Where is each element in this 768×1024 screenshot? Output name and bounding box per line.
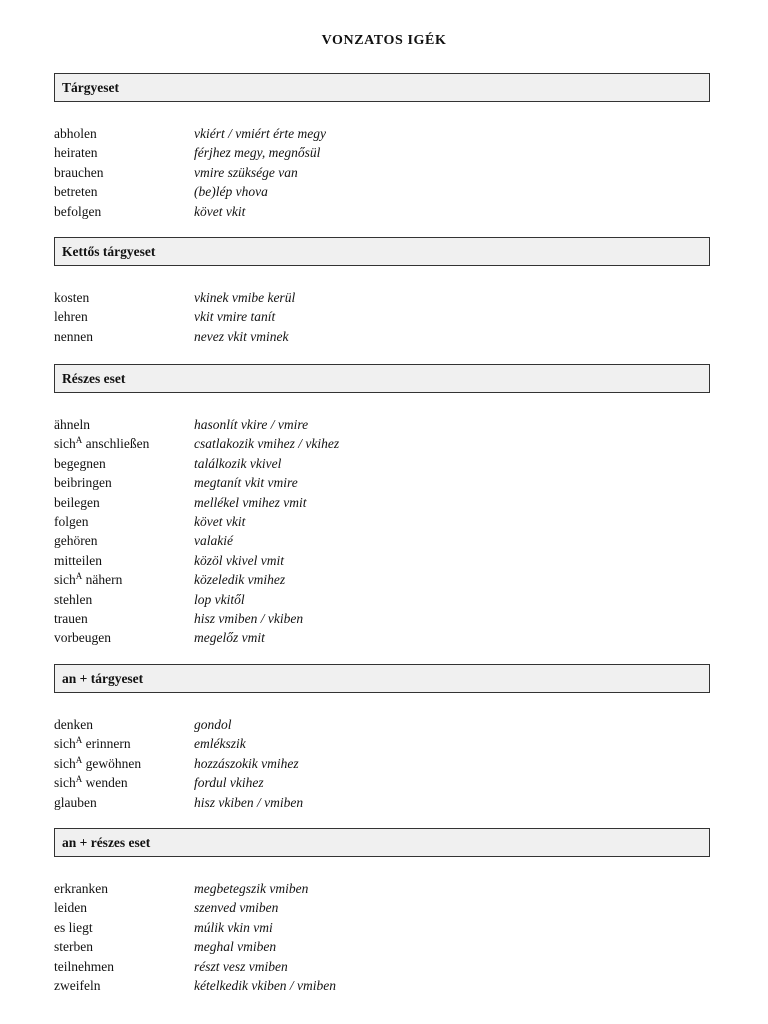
vocab-entry: [54, 202, 714, 221]
german-verb: [54, 182, 97, 201]
vocab-entry: [54, 551, 714, 570]
section-header: Részes eset: [54, 364, 710, 393]
verb-text: anschließen: [82, 436, 150, 452]
german-verb: [54, 879, 108, 898]
hungarian-meaning: közeledik vmihez: [194, 572, 286, 588]
vocab-entry: [54, 773, 714, 792]
vocab-entry: [54, 734, 714, 753]
german-verb: [54, 918, 93, 937]
hungarian-meaning: megelőz vmit: [194, 630, 265, 646]
vocab-entry: [54, 434, 714, 453]
german-verb: [54, 307, 88, 326]
verb-text: erinnern: [82, 736, 131, 752]
verb-text: teilnehmen: [54, 958, 114, 974]
hungarian-meaning: férjhez megy, megnősül: [194, 145, 321, 161]
hungarian-meaning: követ vkit: [194, 203, 246, 219]
hungarian-meaning: gondol: [194, 717, 232, 732]
verb-text: gehören: [54, 533, 98, 549]
verb-text: gewöhnen: [82, 755, 142, 771]
verb-text: begegnen: [54, 455, 106, 471]
hungarian-meaning: követ vkit: [194, 514, 246, 529]
hungarian-meaning: megbetegszik vmiben: [194, 881, 309, 896]
hungarian-meaning: múlik vkin vmi: [194, 919, 273, 935]
hungarian-meaning: nevez vkit vminek: [194, 328, 289, 344]
hungarian-meaning: (be)lép vhova: [194, 184, 268, 200]
case-marker: A: [75, 735, 83, 746]
german-verb: [54, 628, 111, 647]
german-verb: [54, 143, 97, 162]
hungarian-meaning: hozzászokik vmihez: [194, 755, 299, 771]
case-marker: A: [75, 774, 83, 785]
vocab-entry: [54, 163, 714, 182]
vocab-entry: [54, 957, 714, 976]
verb-text: denken: [54, 717, 93, 732]
hungarian-meaning: találkozik vkivel: [194, 455, 282, 471]
hungarian-meaning: vkinek vmibe kerül: [194, 290, 296, 305]
verb-text: beibringen: [54, 475, 112, 491]
verb-text: trauen: [54, 611, 88, 626]
verb-text: vorbeugen: [54, 630, 111, 646]
german-verb: [54, 473, 112, 492]
german-verb: [54, 531, 97, 550]
vocab-entry: [54, 473, 714, 492]
vocab-entry: [54, 327, 714, 346]
verb-text: lehren: [54, 309, 88, 325]
verb-text: ähneln: [54, 417, 90, 432]
verb-text: erkranken: [54, 881, 108, 896]
verb-text: sterben: [54, 939, 93, 955]
reflexive-prefix: sich: [54, 436, 76, 452]
verb-text: glauben: [54, 794, 97, 810]
vocab-entry: [54, 493, 714, 512]
case-marker: A: [75, 754, 83, 765]
german-verb: [54, 454, 106, 473]
section-header: an + részes eset: [54, 828, 710, 857]
reflexive-prefix: sich: [54, 572, 76, 588]
vocab-entry: [54, 879, 714, 898]
german-verb: [54, 976, 100, 995]
verb-text: es liegt: [54, 919, 93, 935]
hungarian-meaning: vkit vmire tanít: [194, 309, 276, 325]
hungarian-meaning: valakié: [194, 533, 233, 549]
vocab-entry: [54, 307, 714, 326]
german-verb: [54, 570, 122, 589]
hungarian-meaning: meghal vmiben: [194, 939, 277, 955]
german-verb: [54, 793, 97, 812]
vocab-entry: [54, 609, 714, 628]
german-verb: [54, 288, 89, 307]
german-verb: [54, 898, 87, 917]
hungarian-meaning: hasonlít vkire / vmire: [194, 417, 309, 432]
verb-text: nähern: [82, 572, 123, 588]
vocab-entry: [54, 937, 714, 956]
vocab-entry: [54, 288, 714, 307]
german-verb: [54, 415, 90, 434]
vocab-entry: [54, 976, 714, 995]
hungarian-meaning: vkiért / vmiért érte megy: [194, 126, 326, 141]
vocab-entry: [54, 531, 714, 550]
hungarian-meaning: szenved vmiben: [194, 900, 279, 916]
section-header: an + tárgyeset: [54, 664, 710, 693]
verb-text: mitteilen: [54, 552, 102, 568]
vocab-entry: [54, 590, 714, 609]
reflexive-prefix: sich: [54, 755, 76, 771]
verb-text: leiden: [54, 900, 87, 916]
case-marker: A: [75, 571, 83, 582]
german-verb: [54, 715, 93, 734]
vocab-entry: [54, 793, 714, 812]
hungarian-meaning: vmire szüksége van: [194, 164, 298, 180]
german-verb: [54, 434, 149, 453]
hungarian-meaning: hisz vmiben / vkiben: [194, 611, 304, 626]
vocab-entry: [54, 754, 714, 773]
german-verb: [54, 163, 103, 182]
hungarian-meaning: mellékel vmihez vmit: [194, 494, 307, 510]
verb-text: abholen: [54, 126, 97, 141]
verb-text: nennen: [54, 328, 93, 344]
vocab-entry: [54, 143, 714, 162]
hungarian-meaning: fordul vkihez: [194, 775, 264, 791]
verb-text: heiraten: [54, 145, 98, 161]
verb-text: zweifeln: [54, 978, 101, 993]
german-verb: [54, 202, 101, 221]
verb-text: beilegen: [54, 494, 100, 510]
vocab-entry: [54, 570, 714, 589]
verb-text: brauchen: [54, 164, 104, 180]
hungarian-meaning: megtanít vkit vmire: [194, 475, 298, 491]
verb-text: kosten: [54, 290, 90, 305]
verb-text: betreten: [54, 184, 98, 200]
german-verb: [54, 327, 93, 346]
verb-text: wenden: [82, 775, 128, 791]
verb-text: folgen: [54, 514, 89, 529]
german-verb: [54, 551, 102, 570]
german-verb: [54, 590, 92, 609]
german-verb: [54, 754, 141, 773]
reflexive-prefix: sich: [54, 775, 76, 791]
german-verb: [54, 937, 93, 956]
german-verb: [54, 734, 131, 753]
page-title: VONZATOS IGÉK: [321, 33, 447, 48]
german-verb: [54, 493, 100, 512]
hungarian-meaning: kételkedik vkiben / vmiben: [194, 978, 337, 993]
german-verb: [54, 124, 97, 143]
vocab-entry: [54, 628, 714, 647]
german-verb: [54, 512, 89, 531]
vocab-entry: [54, 415, 714, 434]
section-header: Kettős tárgyeset: [54, 237, 710, 266]
vocab-entry: [54, 454, 714, 473]
german-verb: [54, 609, 88, 628]
german-verb: [54, 773, 128, 792]
hungarian-meaning: hisz vkiben / vmiben: [194, 794, 304, 810]
hungarian-meaning: csatlakozik vmihez / vkihez: [194, 436, 340, 452]
verb-text: stehlen: [54, 591, 93, 607]
vocab-entry: [54, 715, 714, 734]
vocab-entry: [54, 124, 714, 143]
verb-text: befolgen: [54, 203, 102, 219]
vocab-entry: [54, 918, 714, 937]
hungarian-meaning: közöl vkivel vmit: [194, 552, 284, 568]
hungarian-meaning: lop vkitől: [194, 591, 245, 607]
case-marker: A: [75, 435, 83, 446]
section-header: Tárgyeset: [54, 73, 710, 102]
german-verb: [54, 957, 114, 976]
reflexive-prefix: sich: [54, 736, 76, 752]
vocab-entry: [54, 898, 714, 917]
vocab-entry: [54, 182, 714, 201]
hungarian-meaning: emlékszik: [194, 736, 246, 752]
hungarian-meaning: részt vesz vmiben: [194, 958, 288, 974]
vocab-entry: [54, 512, 714, 531]
